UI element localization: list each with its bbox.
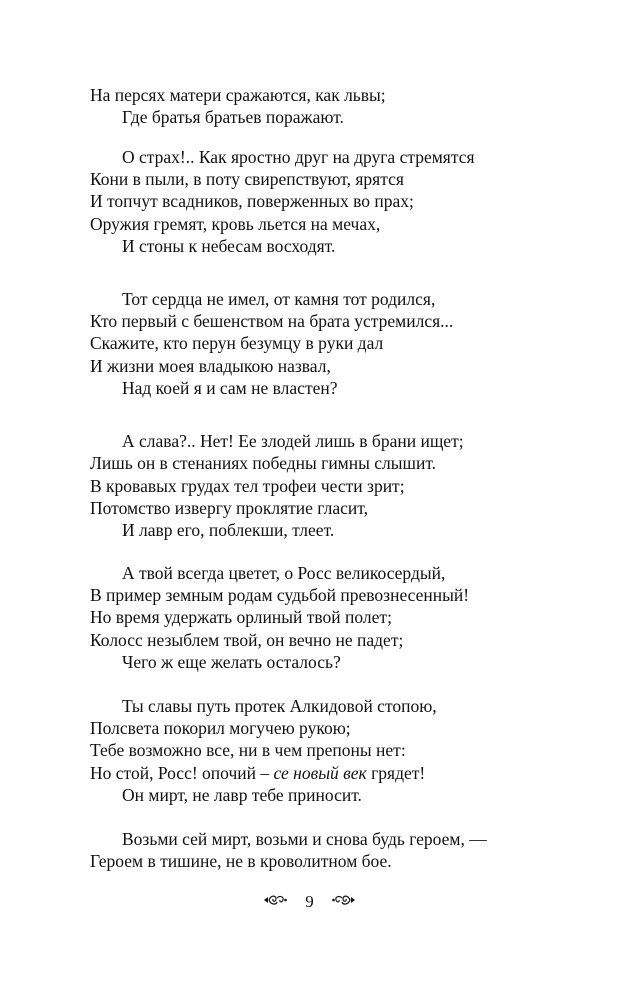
poem-line: Кто первый с бешенством на брата устремился...: [90, 311, 454, 331]
floral-ornament-icon: [330, 891, 356, 913]
poem-line: И топчут всадников, поверженных во прах;: [90, 191, 414, 211]
poem-line: Героем в тишине, не в кроволитном бое.: [90, 851, 392, 871]
poem-line: Ты славы путь протек Алкидовой стопою,: [122, 696, 437, 716]
poem-line: В кровавых грудах тел трофеи чести зрит;: [90, 476, 405, 496]
poem-line: Колосс незыблем твой, он вечно не падет;: [90, 630, 404, 650]
poem-line: [90, 762, 425, 784]
poem-line: Чего ж еще желать осталось?: [122, 652, 341, 672]
poem-line: Кони в пыли, в поту свирепствуют, ярятся: [90, 169, 404, 189]
poem-line: Тебе возможно все, ни в чем препоны нет:: [90, 740, 406, 760]
poem-line: Оружия гремят, кровь льется на мечах,: [90, 214, 381, 234]
poem-line: Над коей я и сам не властен?: [122, 378, 338, 398]
poem-line: Тот сердца не имел, от камня тот родился,: [122, 289, 436, 309]
poem-line: В пример земным родам судьбой превознесенный!: [90, 585, 470, 605]
floral-ornament-icon: [263, 891, 289, 913]
poem-line-part: грядет!: [366, 763, 426, 783]
poem-line: Скажите, кто перун безумцу в руки дал: [90, 333, 384, 353]
poem-line: Лишь он в стенаниях победны гимны слышит.: [90, 453, 437, 473]
poem-line: Полсвета покорил могучею рукою;: [90, 718, 351, 738]
poem-line: На персях матери сражаются, как львы;: [90, 85, 386, 105]
poem-line: Он мирт, не лавр тебе приносит.: [122, 785, 362, 805]
poem-line: И стоны к небесам восходят.: [122, 236, 336, 256]
poem-line-part: Но стой, Росс! опочий –: [90, 763, 274, 783]
page-footer: [0, 890, 619, 913]
poem-line: О страх!.. Как яростно друг на друга стремятся: [122, 147, 475, 167]
page-number: 9: [305, 892, 314, 912]
poem-line: Где братья братьев поражают.: [122, 107, 344, 127]
poem-line-italic: се новый век: [273, 763, 367, 783]
poem-line: И жизни моея владыкою назвал,: [90, 356, 331, 376]
poem-line: А слава?.. Нет! Ее злодей лишь в брани ищет;: [122, 431, 464, 451]
poem-line: Но время удержать орлиный твой полет;: [90, 607, 392, 627]
poem-line: Возьми сей мирт, возьми и снова будь героем, —: [122, 829, 487, 849]
poem-line: И лавр его, поблекши, тлеет.: [122, 520, 335, 540]
poem-line: Потомство извергу проклятие гласит,: [90, 498, 368, 518]
poem-line: А твой всегда цветет, о Росс великосердый,: [122, 563, 446, 583]
